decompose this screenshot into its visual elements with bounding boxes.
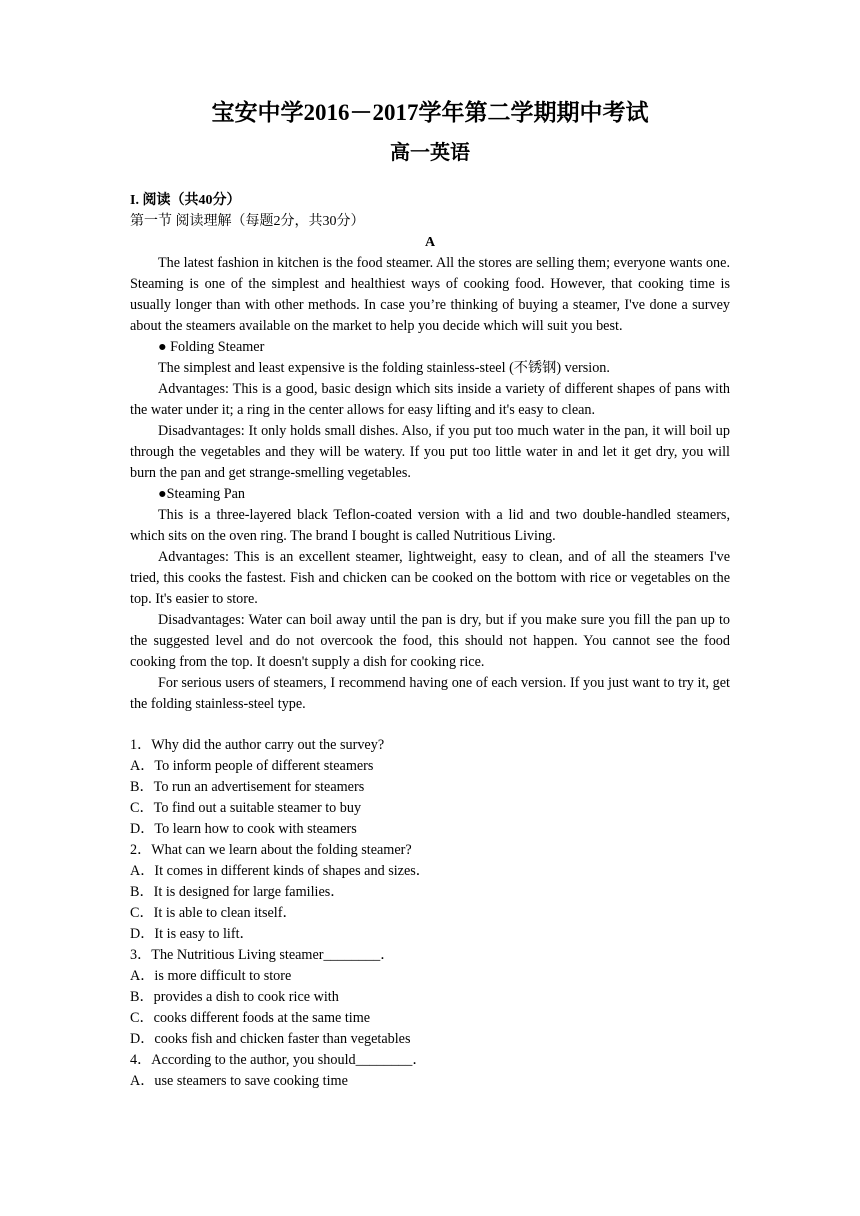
passage-paragraph: Disadvantages: It only holds small dishes. Also, if you put too much water in the pan, it will boil up through the vegetables and they will be watery. If you put too little water in and let it get dry, you will burn the pan and get strange-smelling vegetables. <box>130 423 730 481</box>
exam-page <box>130 96 730 1092</box>
passage-text <box>130 253 730 715</box>
answer-option-a: A．It comes in different kinds of shapes and sizes． <box>130 863 430 879</box>
passage-label: A <box>424 235 436 250</box>
answer-option-a: A．To inform people of different steamers <box>130 758 374 774</box>
passage-paragraph: This is a three-layered black Teflon-coated version with a lid and two double-handled steamers, which sits on the oven ring. The brand I bought is called Nutritious Living. <box>130 507 730 544</box>
answer-option-a: A．use steamers to save cooking time <box>130 1073 348 1089</box>
question-list <box>130 735 730 1092</box>
question-stem: 1．Why did the author carry out the survey? <box>130 737 385 753</box>
question-stem: 2．What can we learn about the folding steamer? <box>130 842 412 858</box>
answer-option-d: D．cooks fish and chicken faster than vegetables <box>130 1031 411 1047</box>
answer-option-a: A．is more difficult to store <box>130 968 292 984</box>
question-1 <box>130 735 730 840</box>
passage-subheading-steaming-pan: ●Steaming Pan <box>158 486 245 502</box>
passage-paragraph: Disadvantages: Water can boil away until the pan is dry, but if you make sure you fill the pan up to the suggested level and do not overcook the food, this should not happen. You cannot see the food cooking from the top. It doesn't supply a dish for cooking rice. <box>130 612 730 670</box>
passage-paragraph: Advantages: This is an excellent steamer, lightweight, easy to clean, and of all the steamers I've tried, this cooks the fastest. Fish and chicken can be cooked on the bottom with rice or vegetables on the top. It's easier to store. <box>130 549 730 607</box>
answer-option-d: D．It is easy to lift． <box>130 926 254 942</box>
page-subtitle: 高一英语 <box>390 142 470 164</box>
answer-option-b: B．To run an advertisement for steamers <box>130 779 365 795</box>
passage-paragraph: The simplest and least expensive is the folding stainless-steel (不锈钢) version. <box>158 360 610 376</box>
answer-option-c: C．To find out a suitable steamer to buy <box>130 800 362 816</box>
passage-paragraph: Advantages: This is a good, basic design which sits inside a variety of different shapes of pans with the water under it; a ring in the center allows for easy lifting and it's easy to clean. <box>130 381 730 418</box>
question-stem: 3．The Nutritious Living steamer________． <box>130 947 395 963</box>
passage-paragraph: For serious users of steamers, I recommend having one of each version. If you just want to try it, get the folding stainless-steel type. <box>130 675 730 712</box>
answer-option-b: B．It is designed for large families． <box>130 884 345 900</box>
question-3 <box>130 945 730 1050</box>
question-2 <box>130 840 730 945</box>
passage-subheading-folding-steamer: ● Folding Steamer <box>158 339 265 355</box>
passage-paragraph: The latest fashion in kitchen is the food steamer. All the stores are selling them; everyone wants one. Steaming is one of the simplest and healthiest ways of cooking food. However, that cooking time is usually longer than with other methods. In case you’re thinking of buying a steamer, I've done a survey about the steamers available on the market to help you decide which will suit you best. <box>130 255 730 334</box>
section-heading-text: I. 阅读（共40分） <box>130 193 241 208</box>
part-heading: 第一节 阅读理解（每题2分，共30分） <box>130 214 365 229</box>
answer-option-c: C．It is able to clean itself． <box>130 905 297 921</box>
question-stem: 4．According to the author, you should________． <box>130 1052 427 1068</box>
question-4 <box>130 1050 730 1092</box>
answer-option-d: D．To learn how to cook with steamers <box>130 821 357 837</box>
section-heading <box>130 190 730 211</box>
answer-option-b: B．provides a dish to cook rice with <box>130 989 339 1005</box>
page-title: 宝安中学2016－2017学年第二学期期中考试 <box>211 100 649 125</box>
answer-option-c: C．cooks different foods at the same time <box>130 1010 371 1026</box>
